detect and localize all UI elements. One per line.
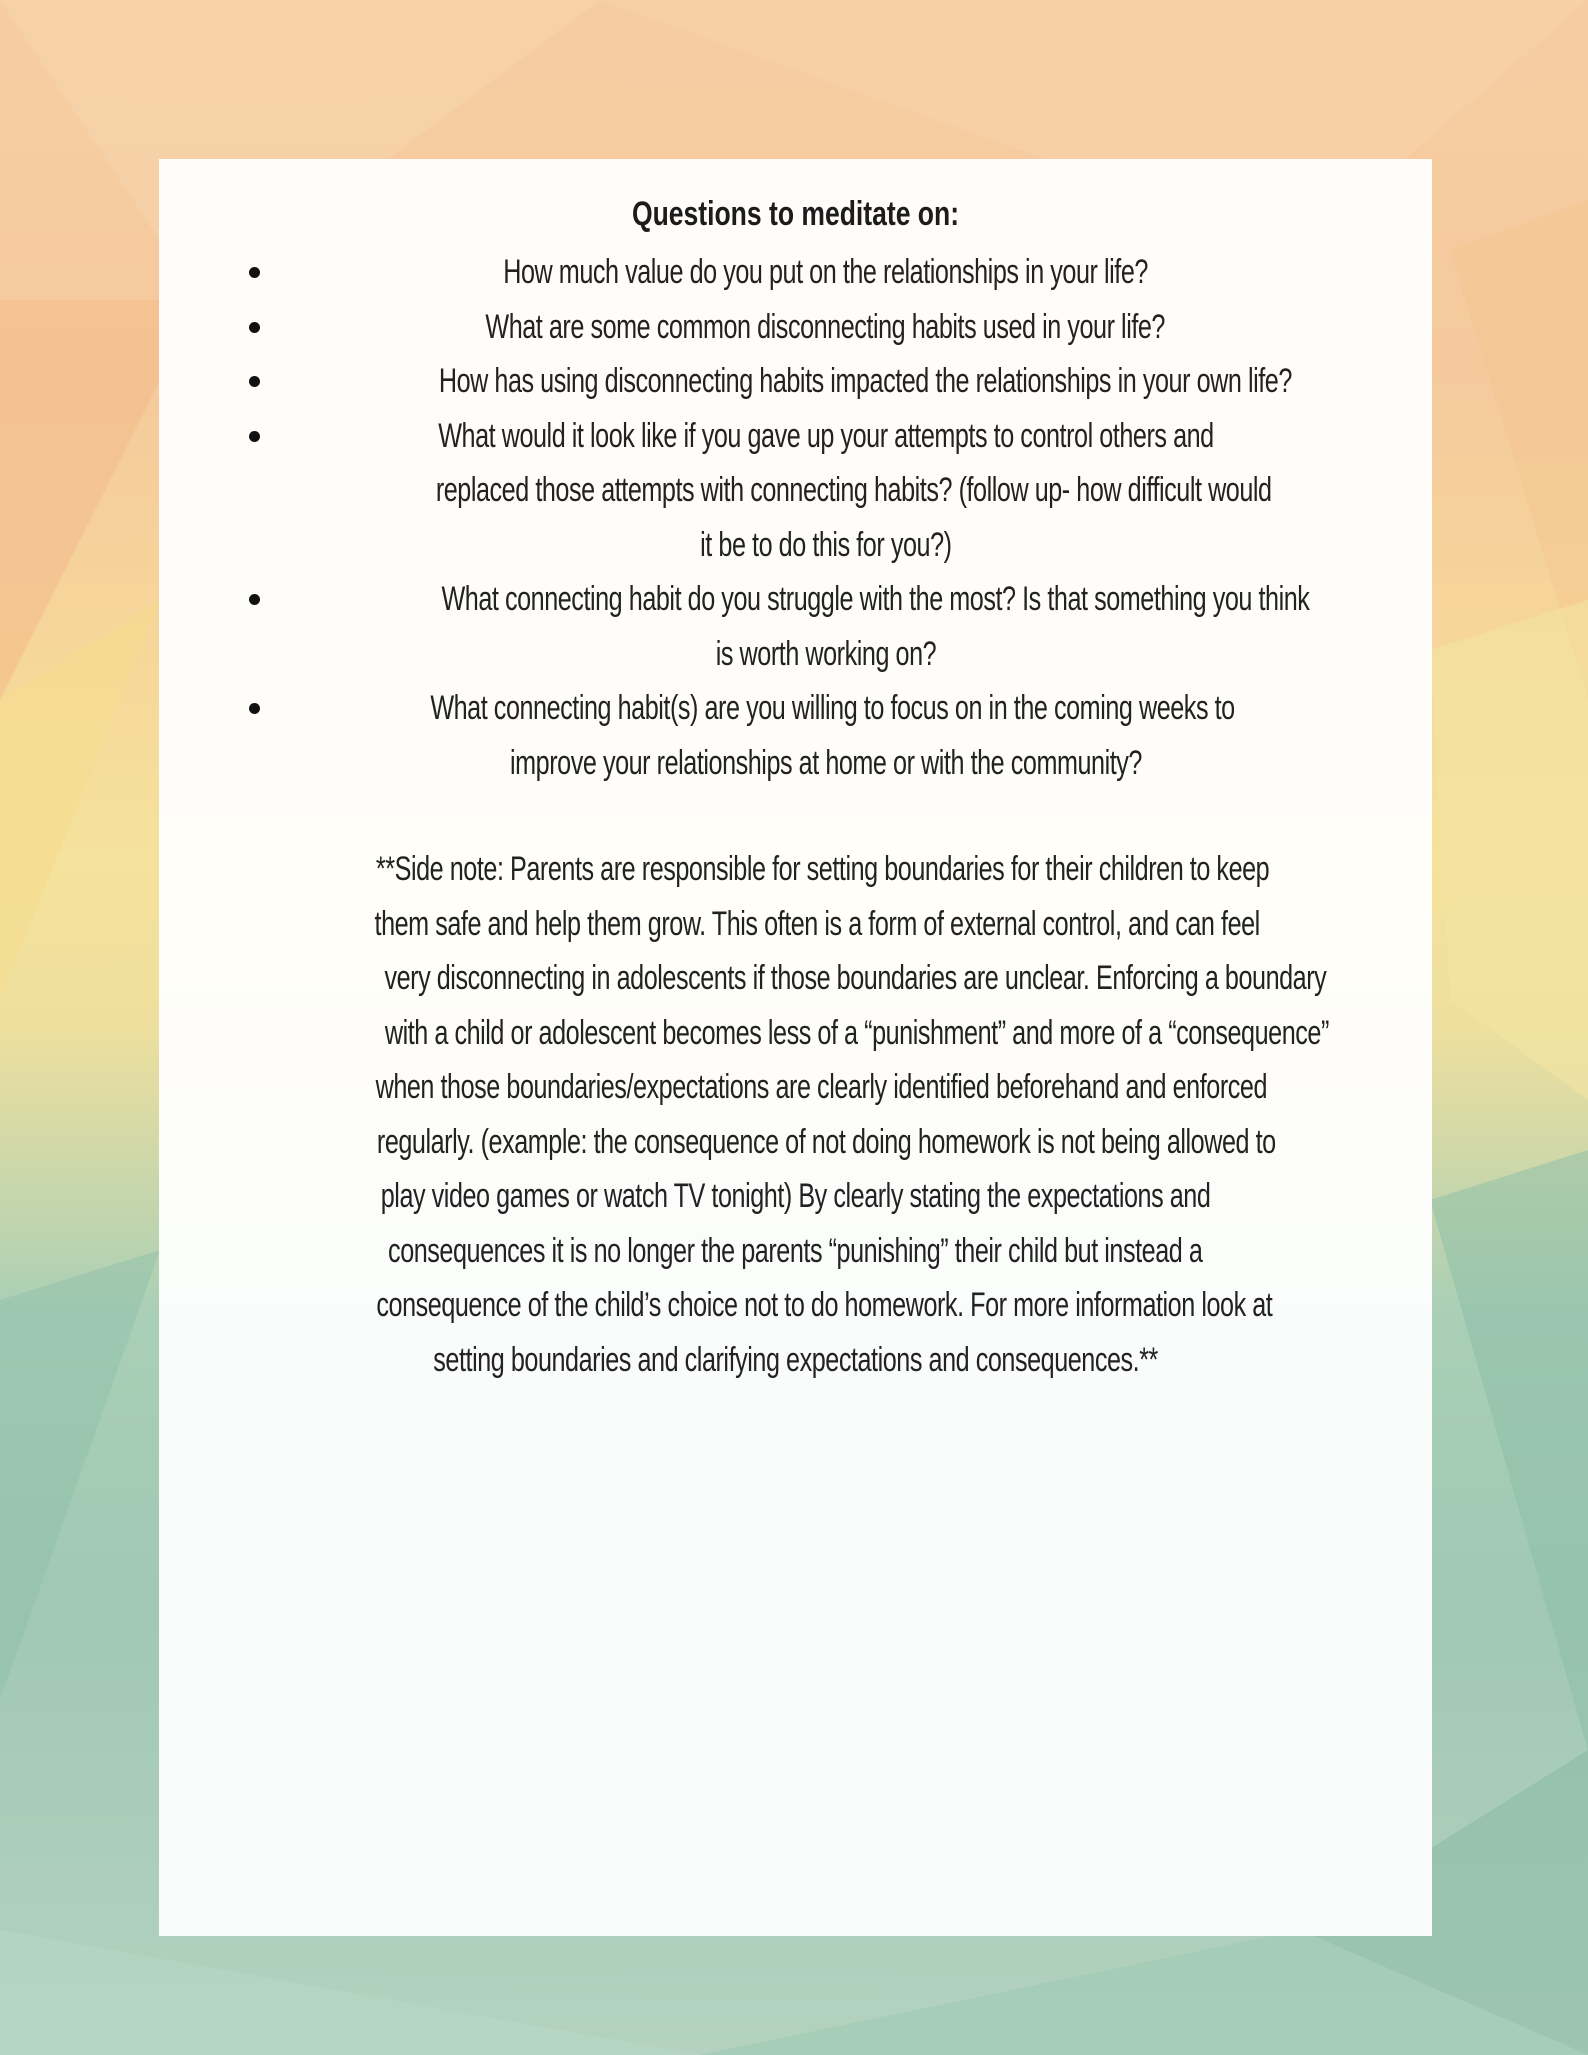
question-text-line: is worth working on? <box>715 634 936 673</box>
bullet-icon <box>249 376 260 387</box>
question-text-line: it be to do this for you?) <box>699 525 952 564</box>
side-note-paragraph <box>219 842 1372 1387</box>
side-note-line: very disconnecting in adolescents if those boundaries are unclear. Enforcing a boundary <box>384 959 1327 997</box>
bullet-icon <box>249 703 260 714</box>
side-note-line: with a child or adolescent becomes less of a “punishment” and more of a “consequence” <box>384 1013 1329 1052</box>
side-note-line: consequences it is no longer the parents “punishing” their child but instead a <box>388 1231 1203 1270</box>
question-item <box>219 572 1372 681</box>
bullet-icon <box>249 431 260 442</box>
question-text-line: What connecting habit do you struggle with the most? Is that something you think <box>441 580 1310 618</box>
question-text-line: What would it look like if you gave up your attempts to control others and <box>437 416 1214 455</box>
bullet-icon <box>249 322 260 333</box>
side-note-line: consequence of the child’s choice not to do homework. For more information look at <box>376 1286 1273 1324</box>
side-note-line: regularly. (example: the consequence of not doing homework is not being allowed to <box>376 1122 1276 1161</box>
side-note-line: **Side note: Parents are responsible for setting boundaries for their children to keep <box>375 850 1270 888</box>
question-item <box>219 409 1372 573</box>
side-note-line: when those boundaries/expectations are clearly identified beforehand and enforced <box>375 1068 1267 1106</box>
question-item <box>219 354 1372 409</box>
side-note-line: them safe and help them grow. This often is a form of external control, and can feel <box>374 904 1260 943</box>
question-item <box>219 300 1372 355</box>
questions-heading: Questions to meditate on: <box>631 195 960 233</box>
question-text: What are some common disconnecting habits used in your life? <box>485 307 1166 346</box>
question-item <box>219 245 1372 300</box>
questions-list <box>219 245 1372 790</box>
bullet-icon <box>249 267 260 278</box>
question-text: How much value do you put on the relationships in your life? <box>503 253 1148 291</box>
question-text: How has using disconnecting habits impacted the relationships in your own life? <box>438 362 1292 400</box>
question-text-line: What connecting habit(s) are you willing to focus on in the coming weeks to <box>430 689 1235 727</box>
side-note-line: setting boundaries and clarifying expectations and consequences.** <box>433 1340 1158 1379</box>
content-card <box>159 159 1432 1936</box>
question-text-line: improve your relationships at home or with the community? <box>509 743 1142 782</box>
question-item <box>219 681 1372 790</box>
bullet-icon <box>249 594 260 605</box>
side-note-line: play video games or watch TV tonight) By clearly stating the expectations and <box>380 1177 1211 1215</box>
question-text-line: replaced those attempts with connecting habits? (follow up- how difficult would <box>435 471 1272 509</box>
